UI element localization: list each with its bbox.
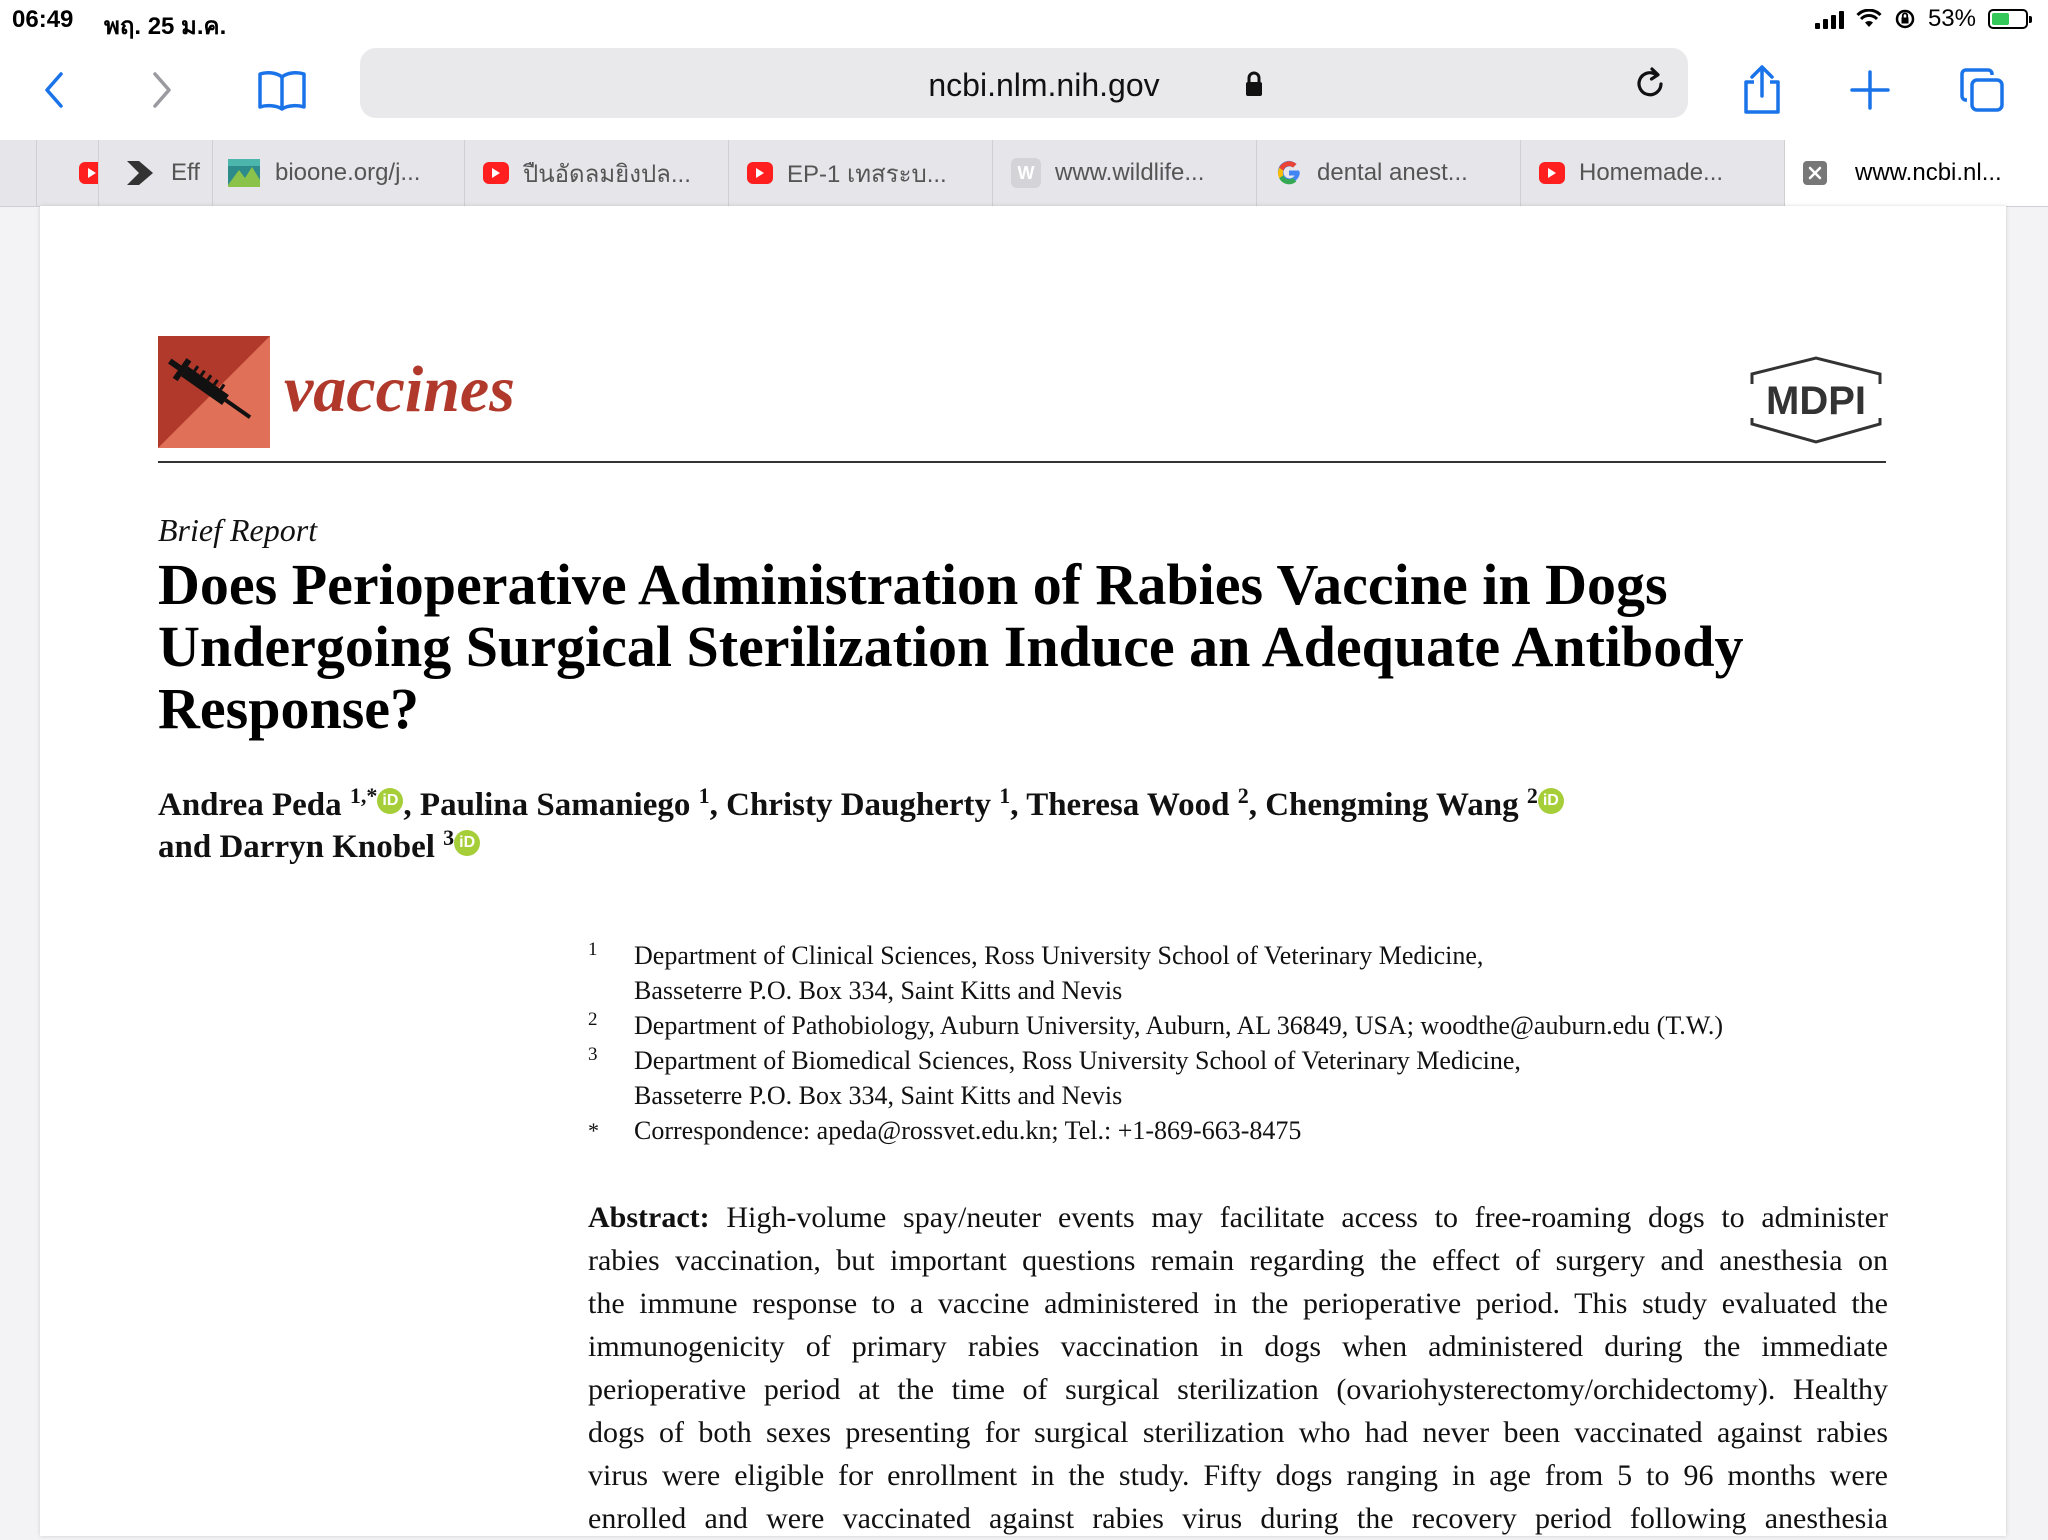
arrow-favicon	[125, 159, 157, 187]
battery-icon	[1988, 9, 2028, 29]
tab-partial[interactable]	[36, 140, 98, 206]
cellular-signal-icon	[1815, 9, 1844, 29]
browser-toolbar	[0, 40, 2048, 140]
w-favicon: W	[1011, 158, 1041, 188]
chevron-left-icon[interactable]	[22, 58, 86, 122]
author: Christy Daugherty	[726, 787, 992, 823]
author: Darryn Knobel	[219, 829, 435, 865]
tab-label: www.ncbi.nl...	[1855, 159, 2002, 186]
affiliations	[588, 938, 1888, 1148]
tab-label: dental anest...	[1317, 159, 1468, 186]
author: Andrea Peda	[158, 787, 342, 823]
tab-1[interactable]	[212, 140, 464, 206]
youtube-favicon	[1539, 162, 1565, 184]
abstract-label: Abstract:	[588, 1201, 710, 1234]
battery-percent: 53%	[1927, 5, 1976, 32]
close-icon[interactable]	[1803, 161, 1827, 185]
status-bar	[0, 0, 2048, 40]
orcid-icon[interactable]: iD	[454, 830, 480, 856]
author-connector: and	[158, 829, 212, 865]
tab-6[interactable]	[1520, 140, 1784, 206]
article-title: Does Perioperative Administration of Rabies Vaccine in Dogs Undergoing Surgical Sterilization Induce an Adequate Antibody Response?	[158, 552, 1744, 741]
reload-icon[interactable]	[1630, 64, 1670, 104]
journal-name: vaccines	[284, 353, 515, 426]
article-type: Brief Report	[158, 512, 318, 548]
orcid-icon[interactable]: iD	[377, 788, 403, 814]
share-icon[interactable]	[1730, 58, 1794, 122]
tab-5[interactable]	[1256, 140, 1520, 206]
syringe-logo-icon	[158, 336, 270, 448]
tab-0[interactable]	[98, 140, 212, 206]
youtube-favicon	[79, 162, 98, 184]
author: Chengming Wang	[1265, 787, 1519, 823]
url-text: ncbi.nlm.nih.gov	[928, 67, 1160, 103]
tab-label: EP-1 เทสระบ...	[787, 160, 947, 188]
author: Paulina Samaniego	[419, 787, 691, 823]
tab-3[interactable]	[728, 140, 992, 206]
google-favicon	[1275, 159, 1303, 187]
affiliation: 2 Department of Pathobiology, Auburn University, Auburn, AL 36849, USA; woodthe@auburn.edu (T.W.)	[588, 1009, 1724, 1040]
affiliation: 1 Department of Clinical Sciences, Ross University School of Veterinary Medicine, Basseterre P.O. Box 334, Saint Kitts and Nevis	[588, 939, 1484, 1005]
header-rule	[158, 461, 1886, 463]
wifi-icon	[1856, 9, 1882, 29]
address-bar[interactable]	[360, 48, 1688, 118]
tab-bar	[0, 140, 2048, 207]
tab-label: www.wildlife...	[1055, 159, 1205, 186]
tab-label: Eff	[171, 159, 200, 186]
orcid-icon[interactable]: iD	[1538, 788, 1564, 814]
chevron-right-icon[interactable]	[130, 58, 194, 122]
book-icon[interactable]	[250, 58, 314, 122]
tab-label: ปืนอัดลมยิงปล...	[523, 160, 691, 188]
author: Theresa Wood	[1026, 787, 1230, 823]
youtube-favicon	[747, 162, 773, 184]
abstract: Abstract: High-volume spay/neuter events may facilitate access to free-roaming dogs to administer rabies vaccination, but important questions remain regarding the effect of surgery and anesthesia on the immune response to a vaccine administered in the perioperative period. This study evaluated the immunogenicity of primary rabies vaccination in dogs when administered during the immediate perioperative period at the time of surgical sterilization (ovariohysterectomy/orchidectomy). Healthy dogs of both sexes presenting for surgical sterilization who had never been vaccinated against rabies virus were eligible for enrollment in the study. Fifty dogs ranging in age from 5 to 96 months were enrolled and were vaccinated against rabies virus during the recovery period following anesthesia	[588, 1201, 1888, 1535]
youtube-favicon	[483, 162, 509, 184]
publisher-name: MDPI	[1766, 379, 1866, 423]
tab-7-active[interactable]	[1784, 140, 2048, 206]
tabs-overview-icon[interactable]	[1950, 58, 2014, 122]
status-time: 06:49	[12, 6, 74, 33]
bioone-favicon	[227, 158, 261, 188]
tab-4[interactable]	[992, 140, 1256, 206]
mdpi-logo	[1746, 354, 1886, 446]
plus-icon[interactable]	[1838, 58, 1902, 122]
pdf-page	[40, 206, 2006, 1536]
author-list: Andrea Peda $^{1,*}$ iD , Paulina Samaniego $^1$, Christy Daugherty $^1$, Theresa Wood $^2$, Chengming Wang $^2$ iD and Darryn Knobel $^3$ iD	[158, 784, 1918, 868]
tab-label: bioone.org/j...	[275, 159, 421, 186]
orientation-lock-icon	[1894, 8, 1916, 30]
affiliation: 3 Department of Biomedical Sciences, Ross University School of Veterinary Medicine, Basseterre P.O. Box 334, Saint Kitts and Nevis	[588, 1044, 1521, 1110]
tab-2[interactable]	[464, 140, 728, 206]
tab-label: Homemade...	[1579, 159, 1724, 186]
status-date: พฤ. 25 ม.ค.	[104, 13, 227, 40]
correspondence: * Correspondence: apeda@rossvet.edu.kn; Tel.: +1-869-663-8475	[588, 1116, 1302, 1145]
